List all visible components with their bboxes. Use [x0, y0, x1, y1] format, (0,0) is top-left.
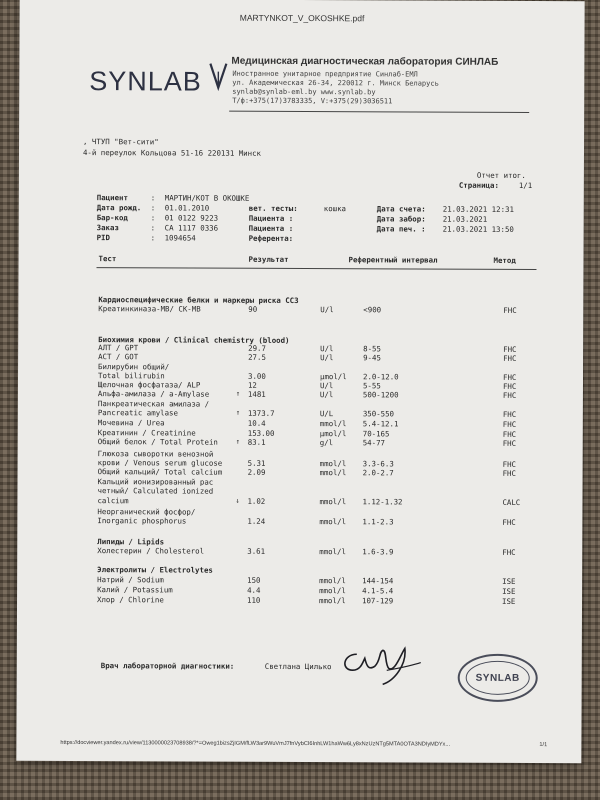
sample-date-label: Дата забор: [376, 214, 426, 224]
section-title-cardio: Кардиоспецифические белки и маркеры риска ССЗ [98, 295, 299, 305]
test-name: Альфа-амилаза / a-Amylase [97, 389, 210, 399]
patient-label: Пациент [96, 193, 128, 203]
vet-tests-label: вет. тесты: [248, 203, 298, 213]
test-result: 90 [248, 304, 258, 314]
test-ref: 9-45 [363, 353, 381, 363]
test-result: 83.1 [247, 437, 266, 447]
col-header-test: Тест [98, 254, 117, 264]
test-name: Калий / Potassium [97, 585, 173, 595]
test-name-line2: четный/ Calculated ionized [97, 486, 214, 496]
patient-block: Пациент : МАРТИН/КОТ В ОКОШКЕ Дата рожд. : 01.01.2010 Бар-код : 01 0122 9223 Заказ : CA 1117 0336 PID : 1094654 вет. тесты: кошка Пациента : Пациента : Референта: Дата счета: 21.03.2021 12:31 Дата забор: 21.03.2021 Дата печ. : 21.03.2021 13:50 [96, 193, 514, 243]
test-result: 29.7 [248, 343, 266, 353]
test-name: Хлор / Chlorine [97, 595, 164, 605]
test-unit: U/l [320, 305, 334, 315]
patient-extra-label-2: Пациента : [248, 223, 294, 233]
test-ref: 54-77 [362, 438, 386, 448]
high-flag-icon: ↑ [235, 408, 241, 417]
test-result: 3.00 [248, 371, 266, 381]
patient-extra-label-1: Пациента : [248, 213, 294, 223]
test-unit: U/l [319, 381, 334, 391]
test-name-line2: Pancreatic amylase [97, 408, 178, 418]
test-name: Общий белок / Total Protein [97, 437, 218, 447]
test-unit: mmol/l [319, 468, 347, 478]
test-result: 5.31 [247, 458, 266, 468]
test-method: FHC [503, 353, 517, 363]
test-result: 2.09 [247, 467, 266, 477]
section-title-electrolytes: Электролиты / Electrolytes [97, 565, 213, 575]
test-result: 1.24 [247, 516, 266, 526]
test-name: Общий кальций/ Total calcium [97, 467, 223, 477]
test-method: ISE [502, 576, 516, 586]
test-unit: mmol/l [319, 547, 346, 557]
test-ref: <900 [363, 305, 382, 315]
test-name: АСТ / GOT [98, 352, 139, 362]
test-method: ISE [502, 596, 516, 606]
section-title-chemistry: Биохимия крови / Clinical chemistry (blood) [98, 335, 290, 345]
test-method: FHC [502, 517, 516, 527]
birthdate-value: 01.01.2010 [164, 203, 210, 213]
lab-contacts: synlab@synlab-eml.by www.synlab.by [232, 87, 376, 97]
test-ref: 1.12-1.32 [362, 497, 403, 507]
print-date-value: 21.03.2021 13:50 [442, 224, 514, 234]
test-method: FHC [502, 390, 517, 400]
test-ref: 70-165 [362, 429, 390, 439]
barcode-value: 01 0122 9223 [164, 213, 219, 223]
test-name-line3: calcium [97, 496, 129, 506]
stamp-text: SYNLAB [466, 661, 530, 695]
test-result: 4.4 [247, 585, 261, 595]
test-method: ISE [502, 586, 516, 596]
test-result: 1481 [247, 389, 266, 399]
print-date-label: Дата печ. : [376, 224, 426, 234]
test-ref: 107-129 [362, 596, 394, 606]
logo-text: SYNLAB [89, 66, 202, 97]
test-unit: mmol/l [319, 576, 346, 586]
test-result: 27.5 [248, 352, 266, 362]
test-unit: mmol/l [319, 419, 347, 429]
order-label: Заказ [96, 223, 119, 233]
test-name: Неорганический фосфор/ [97, 507, 196, 517]
test-ref: 5-55 [362, 381, 381, 391]
lab-name: Медицинская диагностическая лаборатория СИНЛАБ [231, 55, 499, 68]
test-result: 150 [247, 575, 261, 585]
birthdate-label: Дата рожд. [96, 203, 142, 213]
test-ref: 8-55 [363, 344, 381, 354]
client-name: , ЧТУП "Вет-сити" [83, 137, 159, 147]
test-method: FHC [502, 468, 516, 478]
test-name: Билирубин общий/ [98, 362, 170, 372]
test-unit: g/l [319, 438, 334, 448]
test-ref: 2.0-2.7 [362, 468, 394, 478]
test-unit: mmol/l [319, 497, 347, 507]
test-name-line2: Total bilirubin [98, 371, 165, 381]
test-result: 3.61 [247, 546, 266, 556]
section-title-lipids: Липиды / Lipids [97, 537, 165, 547]
page-value: 1/1 [518, 180, 533, 191]
high-flag-icon: ↑ [235, 389, 241, 398]
test-method: FHC [503, 344, 517, 354]
test-name: Кальций ионизированный рас [97, 477, 214, 487]
test-unit: U/l [320, 344, 334, 354]
test-method: FHC [502, 372, 517, 382]
columns-divider [96, 267, 536, 270]
test-name: АЛТ / GPT [98, 343, 139, 353]
test-name: Креатинин / Creatinine [97, 428, 196, 438]
test-result: 10.4 [247, 418, 266, 428]
lab-stamp [458, 654, 538, 702]
test-method: CALC [502, 497, 521, 507]
test-ref: 3.3-6.3 [362, 459, 394, 469]
test-name: Холестерин / Cholesterol [97, 546, 205, 556]
test-ref: 500-1200 [362, 390, 399, 400]
test-name-line2: Inorganic phosphorus [97, 516, 187, 526]
test-unit: µmol/l [319, 372, 347, 382]
invoice-date-label: Дата счета: [376, 204, 426, 214]
low-flag-icon: ↓ [235, 496, 240, 505]
high-flag-icon: ↑ [235, 437, 240, 446]
lab-phones: Т/ф:+375(17)3783335, V:+375(29)3036511 [232, 96, 393, 106]
test-name: Глюкоза сыворотки венозной [97, 449, 214, 459]
test-ref: 4.1-5.4 [362, 586, 394, 596]
test-unit: mmol/l [319, 517, 347, 527]
signature-label: Врач лабораторной диагностики: [100, 661, 235, 671]
test-method: FHC [502, 459, 517, 469]
pid-value: 1094654 [164, 233, 196, 243]
col-header-result: Результат [248, 254, 289, 264]
test-unit: U/l [320, 353, 334, 363]
test-ref: 2.0-12.0 [362, 372, 399, 382]
test-method: FHC [503, 305, 517, 315]
test-unit: mmol/l [319, 586, 346, 596]
signature-name: Светлана Цилько [264, 661, 332, 672]
test-result: 153.00 [247, 428, 275, 438]
test-result: 1.02 [247, 496, 266, 506]
lab-address: ул. Академическая 26-34, 220012 г. Минск Беларусь [232, 78, 439, 88]
sample-date-value: 21.03.2021 [442, 214, 488, 224]
referent-label: Референта: [248, 233, 294, 243]
vet-tests-value: кошка [323, 204, 347, 214]
test-unit: U/l [319, 390, 334, 400]
test-ref: 1.1-2.3 [362, 517, 394, 527]
test-name: Креатинкиназа-МВ/ CK-MB [98, 304, 201, 314]
test-name: Мочевина / Urea [97, 418, 165, 428]
test-method: FHC [502, 547, 516, 557]
pid-label: PID [96, 233, 111, 243]
report-sheet [16, 0, 584, 763]
synlab-logo [89, 66, 202, 97]
test-ref: 1.6-3.9 [362, 547, 394, 557]
header-divider [229, 111, 529, 113]
test-ref: 144-154 [362, 576, 394, 586]
test-method: FHC [502, 409, 517, 419]
test-method: FHC [502, 419, 517, 429]
handwritten-signature [335, 640, 425, 688]
col-header-reference: Референтный интервал [348, 255, 438, 265]
synlab-logo-mark [207, 62, 229, 92]
test-name: Щелочная фосфатаза/ ALP [97, 380, 201, 390]
test-result: 1373.7 [247, 408, 275, 418]
test-result: 12 [247, 380, 257, 390]
test-unit: mmol/l [319, 596, 346, 606]
test-name-line2: крови / Venous serum glucose [97, 458, 223, 468]
test-method: FHC [502, 429, 517, 439]
col-header-method: Метод [493, 255, 516, 265]
test-name: Натрий / Sodium [97, 575, 164, 585]
test-result: 110 [247, 595, 261, 605]
lab-org: Иностранное унитарное предприятие Синлаб-ЕМЛ [232, 69, 418, 79]
pdf-title: MARTYNKOT_V_OKOSHKE.pdf [239, 12, 365, 24]
barcode-label: Бар-код [96, 213, 128, 223]
order-value: CA 1117 0336 [164, 223, 219, 233]
report-type: Отчет итог. [476, 170, 526, 180]
invoice-date-value: 21.03.2021 12:31 [442, 204, 514, 214]
test-unit: mmol/l [319, 459, 347, 469]
page-label: Страница: [458, 180, 499, 190]
test-method: FHC [502, 438, 517, 448]
test-method: FHC [502, 381, 517, 391]
patient-value: МАРТИН/КОТ В ОКОШКЕ [164, 193, 250, 203]
client-address: 4-й переулок Кольцова 51-16 220131 Минск [82, 148, 261, 158]
test-unit: U/L [319, 409, 334, 419]
test-ref: 5.4-12.1 [362, 419, 399, 429]
footer-page-number: 1/1 [539, 742, 548, 749]
test-ref: 350-550 [362, 409, 395, 419]
footer-url: https://docviewer.yandex.ru/view/1130000023708938/?*=Oweg1bizsZjIGM/fLW3ar9WuVmJ7fnVybCI6InhLW1haWw6Ly8xNzUzNTg5MTA0OTA3NDIyMDYx... [60, 739, 451, 748]
test-unit: µmol/l [319, 429, 347, 439]
test-name: Панкреатическая амилаза / [97, 399, 210, 409]
